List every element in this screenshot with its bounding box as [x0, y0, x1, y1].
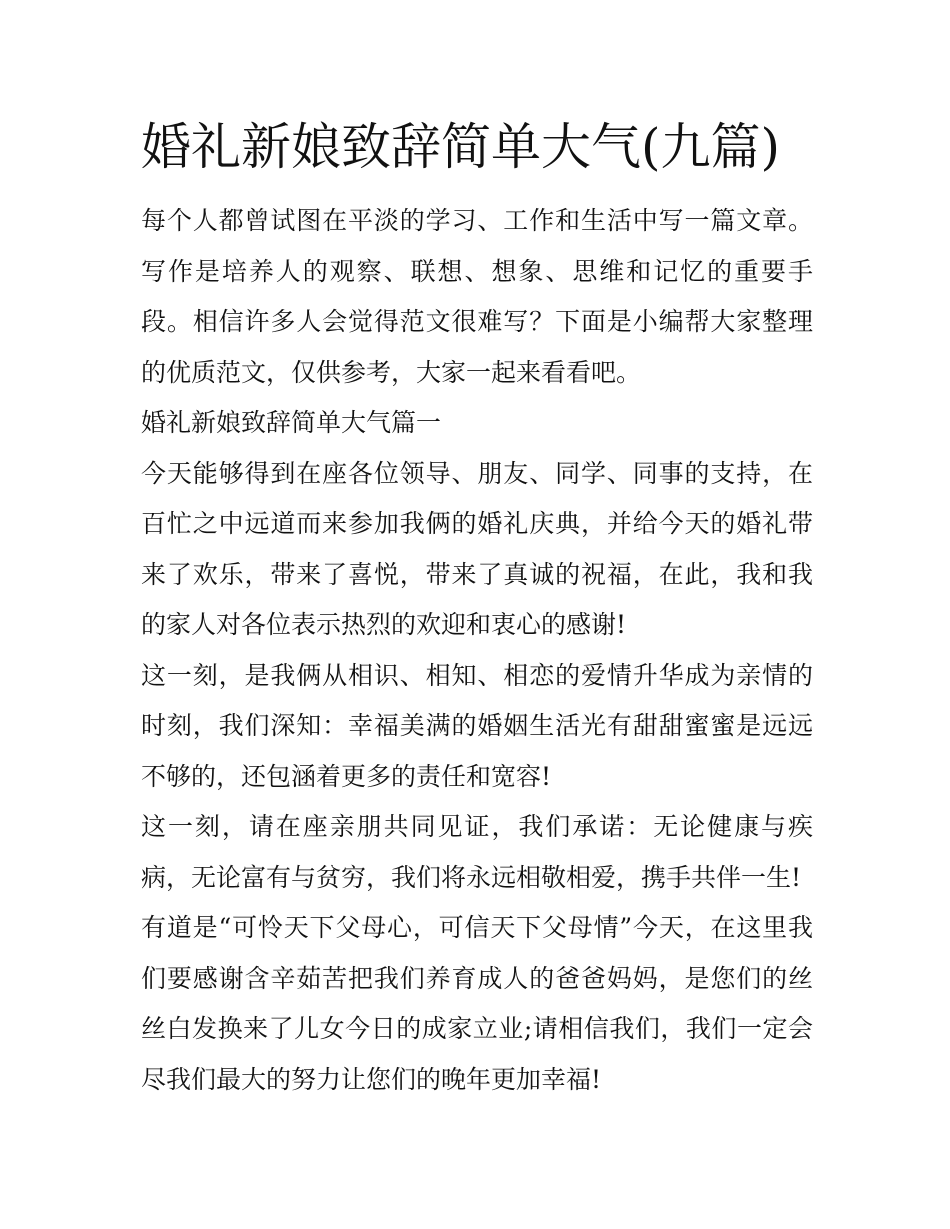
body-paragraph: 这一刻，请在座亲朋共同见证，我们承诺：无论健康与疾病，无论富有与贫穷，我们将永远相敬相爱，携手共伴一生! — [141, 812, 813, 892]
body-paragraph: 今天能够得到在座各位领导、朋友、同学、同事的支持，在百忙之中远道而来参加我俩的婚礼庆典，并给今天的婚礼带来了欢乐，带来了喜悦，带来了真诚的祝福，在此，我和我的家人对各位表示热烈的欢迎和衷心的感谢! — [141, 458, 813, 639]
intro-paragraph: 每个人都曾试图在平淡的学习、工作和生活中写一篇文章。写作是培养人的观察、联想、想象、思维和记忆的重要手段。相信许多人会觉得范文很难写？下面是小编帮大家整理的优质范文，仅供参考，大家一起来看看吧。 — [141, 206, 813, 387]
body-paragraph: 这一刻，是我俩从相识、相知、相恋的爱情升华成为亲情的时刻，我们深知：幸福美满的婚姻生活光有甜甜蜜蜜是远远不够的，还包涵着更多的责任和宽容! — [141, 660, 813, 791]
section-heading: 婚礼新娘致辞简单大气篇一 — [141, 408, 442, 437]
document-title: 婚礼新娘致辞简单大气(九篇) — [141, 118, 781, 176]
body-paragraph: 有道是“可怜天下父母心，可信天下父母情”今天，在这里我们要感谢含辛茹苦把我们养育成人的爸爸妈妈，是您们的丝丝白发换来了儿女今日的成家立业;请相信我们，我们一定会尽我们最大的努力让您们的晚年更加幸福! — [141, 913, 813, 1094]
document-body — [141, 196, 813, 1105]
